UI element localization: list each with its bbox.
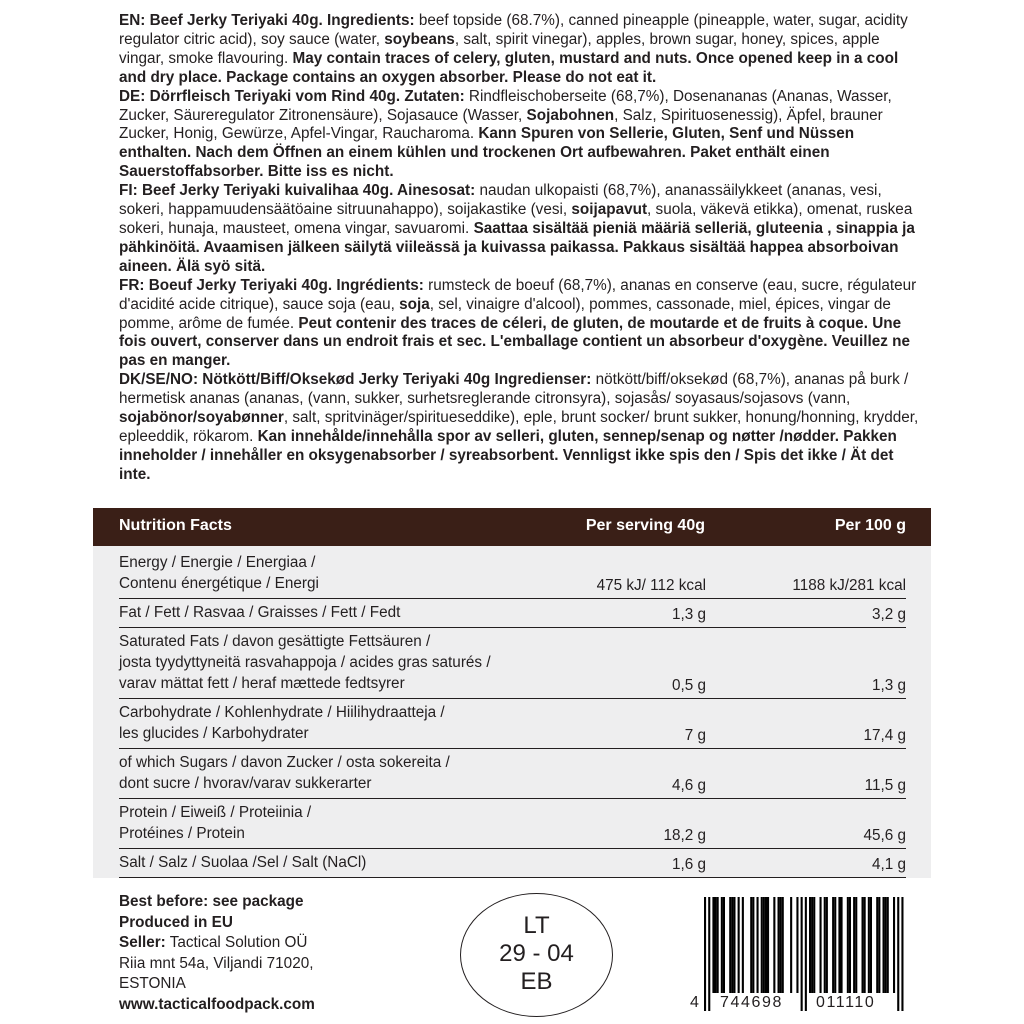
website: www.tacticalfoodpack.com	[119, 995, 315, 1013]
value-per-100g: 1188 kJ/281 kcal	[792, 577, 906, 594]
barcode-bar	[708, 897, 710, 1011]
ingredient-text-segment: May contain traces of celery, gluten, mustard and nuts. Once opened keep in a cool and dry place. Package contains an oxygen absorber. Please do not eat it.	[119, 49, 899, 86]
seller-label: Seller:	[119, 934, 166, 951]
barcode-bar	[883, 897, 885, 993]
barcode-bar	[778, 897, 780, 993]
nutrient-name-line: Protein / Eiweiß / Proteiinia /	[119, 804, 312, 821]
nutrient-name-line: dont sucre / hvorav/varav sukkerarter	[119, 775, 372, 792]
ingredients-block	[119, 12, 919, 485]
barcode-bar	[855, 897, 857, 993]
barcode-bar	[901, 897, 903, 1011]
barcode-bar	[782, 897, 784, 993]
nutrition-row	[119, 600, 906, 628]
barcode-bar	[721, 897, 723, 993]
nutrient-name-line: varav mättat fett / heraf mættede fedtsyrer	[119, 675, 405, 692]
ingredient-text-segment: , salt, spritvinäger/spiritueseddike), eple, brunt socker/ brunt sukker, honung/honning, krydder, epleeddik, rökarom.	[119, 409, 919, 445]
barcode-bar	[796, 897, 798, 993]
barcode-digit-first: 4	[690, 994, 701, 1011]
nutrient-name-line: Energy / Energie / Energiaa /	[119, 554, 316, 571]
seller-name: Tactical Solution OÜ	[165, 934, 308, 951]
ingredient-text-segment: EN: Beef Jerky Teriyaki 40g. Ingredients:	[119, 12, 415, 29]
nutrient-name	[119, 802, 579, 844]
barcode-bar	[761, 897, 763, 993]
nutrient-name	[119, 702, 579, 744]
barcode-bar	[824, 897, 826, 993]
value-per-100g: 11,5 g	[864, 777, 906, 794]
barcode-bar	[820, 897, 822, 993]
nutrition-header-label: Nutrition Facts	[119, 517, 232, 534]
ingredient-text-segment: , suola, väkevä etikka), omenat, ruskea sokeri, hunaja, mausteet, omena vingar, savuaromi.	[119, 201, 913, 237]
barcode-bar	[832, 897, 834, 993]
nutrient-name-line: Salt / Salz / Suolaa /Sel / Salt (NaCl)	[119, 854, 367, 871]
barcode-bar	[876, 897, 878, 993]
barcode-bar	[809, 897, 811, 993]
seller-country: ESTONIA	[119, 975, 186, 992]
barcode-bar	[723, 897, 725, 993]
ingredients-en	[119, 12, 919, 88]
nutrition-row	[119, 550, 906, 599]
nutrition-row	[119, 629, 906, 699]
barcode-bar	[893, 897, 895, 993]
value-per-serving: 18,2 g	[663, 827, 706, 844]
barcode-bar	[717, 897, 719, 993]
ingredient-text-segment: , Salz, Spirituosenessig), Äpfel, brauner Zucker, Honig, Gewürze, Apfel-Vingar, Raucharoma.	[119, 106, 883, 143]
ean-barcode	[690, 893, 915, 1015]
barcode-bar	[885, 897, 887, 993]
nutrient-name	[119, 552, 579, 594]
ingredient-text-segment: Sojabohnen	[526, 106, 615, 124]
barcode-bar	[862, 897, 864, 993]
ingredient-text-segment: Rindfleischoberseite (68,7%), Dosenananas (Ananas, Wasser, Zucker, Säureregulator Zitronensäure), Sojasauce (Wasser,	[119, 87, 892, 124]
nutrient-name-line: Saturated Fats / davon gesättigte Fettsäuren /	[119, 633, 431, 650]
value-per-serving: 4,6 g	[671, 777, 706, 794]
ingredients-de	[119, 88, 919, 183]
ingredient-text-segment: soijapavut	[571, 201, 648, 219]
nutrient-name-line: Carbohydrate / Kohlenhydrate / Hiilihydraatteja /	[119, 704, 445, 721]
value-per-100g: 17,4 g	[863, 727, 906, 744]
ingredient-text-segment: FR: Boeuf Jerky Teriyaki 40g. Ingrédients:	[119, 276, 424, 294]
barcode-bar	[887, 897, 889, 993]
barcode-bar	[805, 897, 807, 1011]
lot-line-2: 29 - 04	[499, 940, 574, 967]
nutrient-name-line: josta tyydyttyneitä rasvahappoja / acides gras saturés /	[119, 654, 491, 671]
lot-code-stamp	[460, 893, 613, 1017]
barcode-bar	[834, 897, 836, 993]
barcode-bar	[729, 897, 731, 993]
ingredient-text-segment: Peut contenir des traces de céleri, de gluten, de moutarde et de fruits à coque. Une fois ouvert, conserver dans un endroit frais et sec. L'emballage contient un absorbeur d'oxygène. Veuillez ne pas en manger.	[119, 314, 911, 370]
ingredients-fi	[119, 182, 919, 277]
nutrient-name	[119, 602, 579, 623]
barcode-bar	[765, 897, 767, 993]
ingredient-text-segment: nötkött/biff/oksekød (68,7%), ananas på burk / hermetisk ananas (ananas, (vann, sukker, surhetsreglerande citronsyra), sojasås/ soyasaus/sojasovs (vann,	[119, 371, 909, 408]
ingredient-text-segment: , sel, vinaigre d'alcool), pommes, cassonade, miel, épices, vingar de pomme, arôme de fumée.	[119, 295, 891, 332]
barcode-bar	[841, 897, 843, 993]
nutrient-name-line: les glucides / Karbohydrater	[119, 725, 309, 742]
ingredient-text-segment: Kan innehålde/innehålla spor av selleri, gluten, sennep/senap og nøtter /nødder. Pakken inneholder / innehåller en oksygenabsorber / syreabsorbent. Vennligst ikke spis den / Spis det ikke / Ät det inte.	[119, 427, 897, 483]
nutrient-name	[119, 852, 579, 873]
ingredient-text-segment: sojabönor/soyabønner	[119, 409, 284, 427]
barcode-bar	[826, 897, 828, 993]
produced-in: Produced in EU	[119, 913, 233, 931]
nutrition-header	[93, 508, 931, 546]
value-per-serving: 1,6 g	[671, 856, 706, 873]
ingredient-text-segment: beef topside (68.7%), canned pineapple (pineapple, water, sugar, acidity regulator citric acid), soy sauce (water,	[119, 12, 908, 48]
barcode-bar	[870, 897, 872, 993]
ingredient-text-segment: FI: Beef Jerky Teriyaki kuivalihaa 40g. Ainesosat:	[119, 182, 476, 200]
ingredient-text-segment: Kann Spuren von Sellerie, Gluten, Senf und Nüssen enthalten. Nach dem Öffnen an einem kühlen und trockenen Ort aufbewahren. Paket enthält einen Sauerstoffabsorber. Bitte iss es nicht.	[119, 125, 855, 181]
nutrition-header-per-100g: Per 100 g	[834, 517, 906, 534]
best-before: Best before: see package	[119, 893, 304, 910]
ingredient-text-segment: Saattaa sisältää pieniä määriä selleriä, gluteenia , sinappia ja pähkinöitä. Avaamisen jälkeen säilytä viileässä ja kuivassa paikassa. Pakkaus sisältää happea absorboivan aineen. Älä syö sitä.	[119, 219, 915, 275]
barcode-bar	[731, 897, 733, 993]
seller-line	[119, 933, 419, 954]
value-per-100g: 1,3 g	[871, 677, 906, 694]
barcode-bar	[813, 897, 815, 993]
barcode-bar	[790, 897, 792, 993]
nutrition-row	[119, 700, 906, 749]
nutrient-name-line: Contenu énergétique / Energi	[119, 575, 319, 592]
ingredient-text-segment: soja	[399, 295, 430, 313]
nutrient-name-line: Protéines / Protein	[119, 825, 245, 842]
barcode-bar	[878, 897, 880, 993]
barcode-bar	[752, 897, 754, 993]
value-per-serving: 7 g	[684, 727, 706, 744]
barcode-bar	[715, 897, 717, 993]
ingredient-text-segment: DE: Dörrfleisch Teriyaki vom Rind 40g. Zutaten:	[119, 87, 465, 105]
barcode-group-right: 011110	[816, 994, 876, 1011]
seller-address: Riia mnt 54a, Viljandi 71020,	[119, 954, 314, 972]
nutrition-row	[119, 800, 906, 849]
value-per-100g: 3,2 g	[871, 606, 906, 623]
nutrition-facts-table	[93, 508, 931, 878]
nutrition-row	[119, 750, 906, 799]
barcode-bar	[801, 897, 803, 1011]
value-per-serving: 475 kJ/ 112 kcal	[596, 577, 706, 594]
barcode-group-left: 744698	[720, 994, 783, 1011]
barcode-bar	[733, 897, 735, 993]
barcode-bar	[750, 897, 752, 993]
value-per-serving: 1,3 g	[671, 606, 706, 623]
lot-line-1: LT	[523, 912, 550, 939]
nutrition-header-per-serving: Per serving 40g	[585, 517, 705, 534]
barcode-bar	[738, 897, 740, 993]
nutrient-name-line: of which Sugars / davon Zucker / osta sokereita /	[119, 754, 450, 771]
product-info	[119, 892, 419, 1015]
value-per-100g: 4,1 g	[871, 856, 906, 873]
barcode-bar	[847, 897, 849, 993]
ingredients-dk	[119, 371, 919, 484]
ingredient-text-segment: soybeans	[384, 30, 455, 48]
ingredient-text-segment: DK/SE/NO: Nötkött/Biff/Oksekød Jerky Teriyaki 40g Ingredienser:	[119, 371, 592, 389]
nutrition-row	[119, 850, 906, 878]
barcode-bar	[763, 897, 765, 993]
barcode-bar	[767, 897, 769, 993]
lot-line-3: EB	[520, 968, 553, 995]
barcode-bar	[849, 897, 851, 993]
barcode-bar	[780, 897, 782, 993]
value-per-serving: 0,5 g	[671, 677, 706, 694]
barcode-bar	[864, 897, 866, 993]
ingredient-text-segment: naudan ulkopaisti (68,7%), ananassäilykkeet (ananas, vesi, sokeri, happamuudensäätöaine sitruunahappo), soijakastike (vesi,	[119, 182, 882, 219]
barcode-bar	[868, 897, 870, 993]
nutrient-name-line: Fat / Fett / Rasvaa / Graisses / Fett / Fedt	[119, 604, 401, 621]
value-per-100g: 45,6 g	[863, 827, 906, 844]
barcode-bar	[704, 897, 706, 1011]
nutrient-name	[119, 631, 579, 694]
barcode-bar	[853, 897, 855, 993]
barcode-bar	[897, 897, 899, 1011]
barcode-bar	[773, 897, 775, 993]
nutrient-name	[119, 752, 579, 794]
ingredients-fr	[119, 277, 919, 372]
barcode-bar	[712, 897, 714, 993]
barcode-bar	[811, 897, 813, 993]
ingredient-text-segment: rumsteck de boeuf (68,7%), ananas en conserve (eau, sucre, régulateur d'acidité acide citrique), sauce soja (eau,	[119, 276, 917, 313]
barcode-bar	[838, 897, 840, 993]
barcode-bar	[742, 897, 744, 993]
barcode-bar	[757, 897, 759, 993]
ingredient-text-segment: , salt, spirit vinegar), apples, brown sugar, honey, spices, apple vingar, smoke flavouring.	[119, 30, 880, 67]
